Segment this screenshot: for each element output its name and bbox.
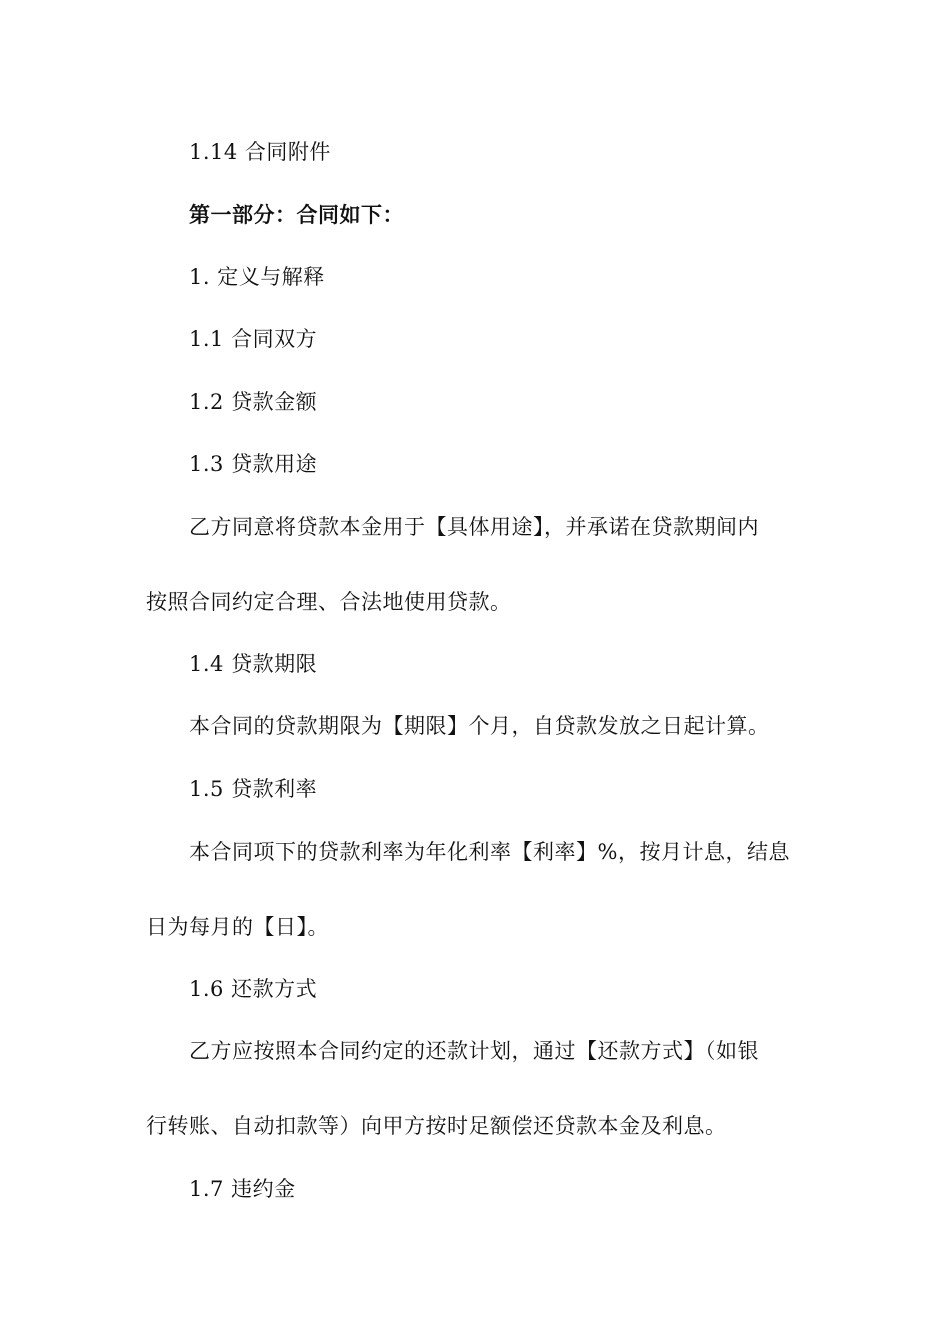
section-heading-1-7: 1.7 违约金: [189, 1177, 296, 1201]
paragraph-line: 行转账、自动扣款等）向甲方按时足额偿还贷款本金及利息。: [146, 1114, 727, 1138]
paragraph-line: 本合同的贷款期限为【期限】个月，自贷款发放之日起计算。: [189, 714, 770, 738]
section-heading-1: 1. 定义与解释: [189, 265, 325, 289]
paragraph-line: 本合同项下的贷款利率为年化利率【利率】%，按月计息，结息: [189, 840, 790, 864]
paragraph-line: 按照合同约定合理、合法地使用贷款。: [146, 590, 512, 614]
section-heading-1-4: 1.4 贷款期限: [189, 652, 318, 676]
section-heading-1-1: 1.1 合同双方: [189, 327, 318, 351]
paragraph-line: 日为每月的【日】。: [146, 915, 329, 939]
part-one-heading: 第一部分：合同如下：: [189, 203, 404, 227]
section-heading-1-3: 1.3 贷款用途: [189, 452, 318, 476]
paragraph-line: 乙方应按照本合同约定的还款计划，通过【还款方式】（如银: [189, 1039, 759, 1063]
section-heading-1-5: 1.5 贷款利率: [189, 777, 318, 801]
section-heading-1-2: 1.2 贷款金额: [189, 390, 318, 414]
paragraph-line: 乙方同意将贷款本金用于【具体用途】，并承诺在贷款期间内: [189, 515, 759, 539]
section-heading-1-6: 1.6 还款方式: [189, 977, 318, 1001]
section-heading-1-14: 1.14 合同附件: [189, 140, 331, 164]
